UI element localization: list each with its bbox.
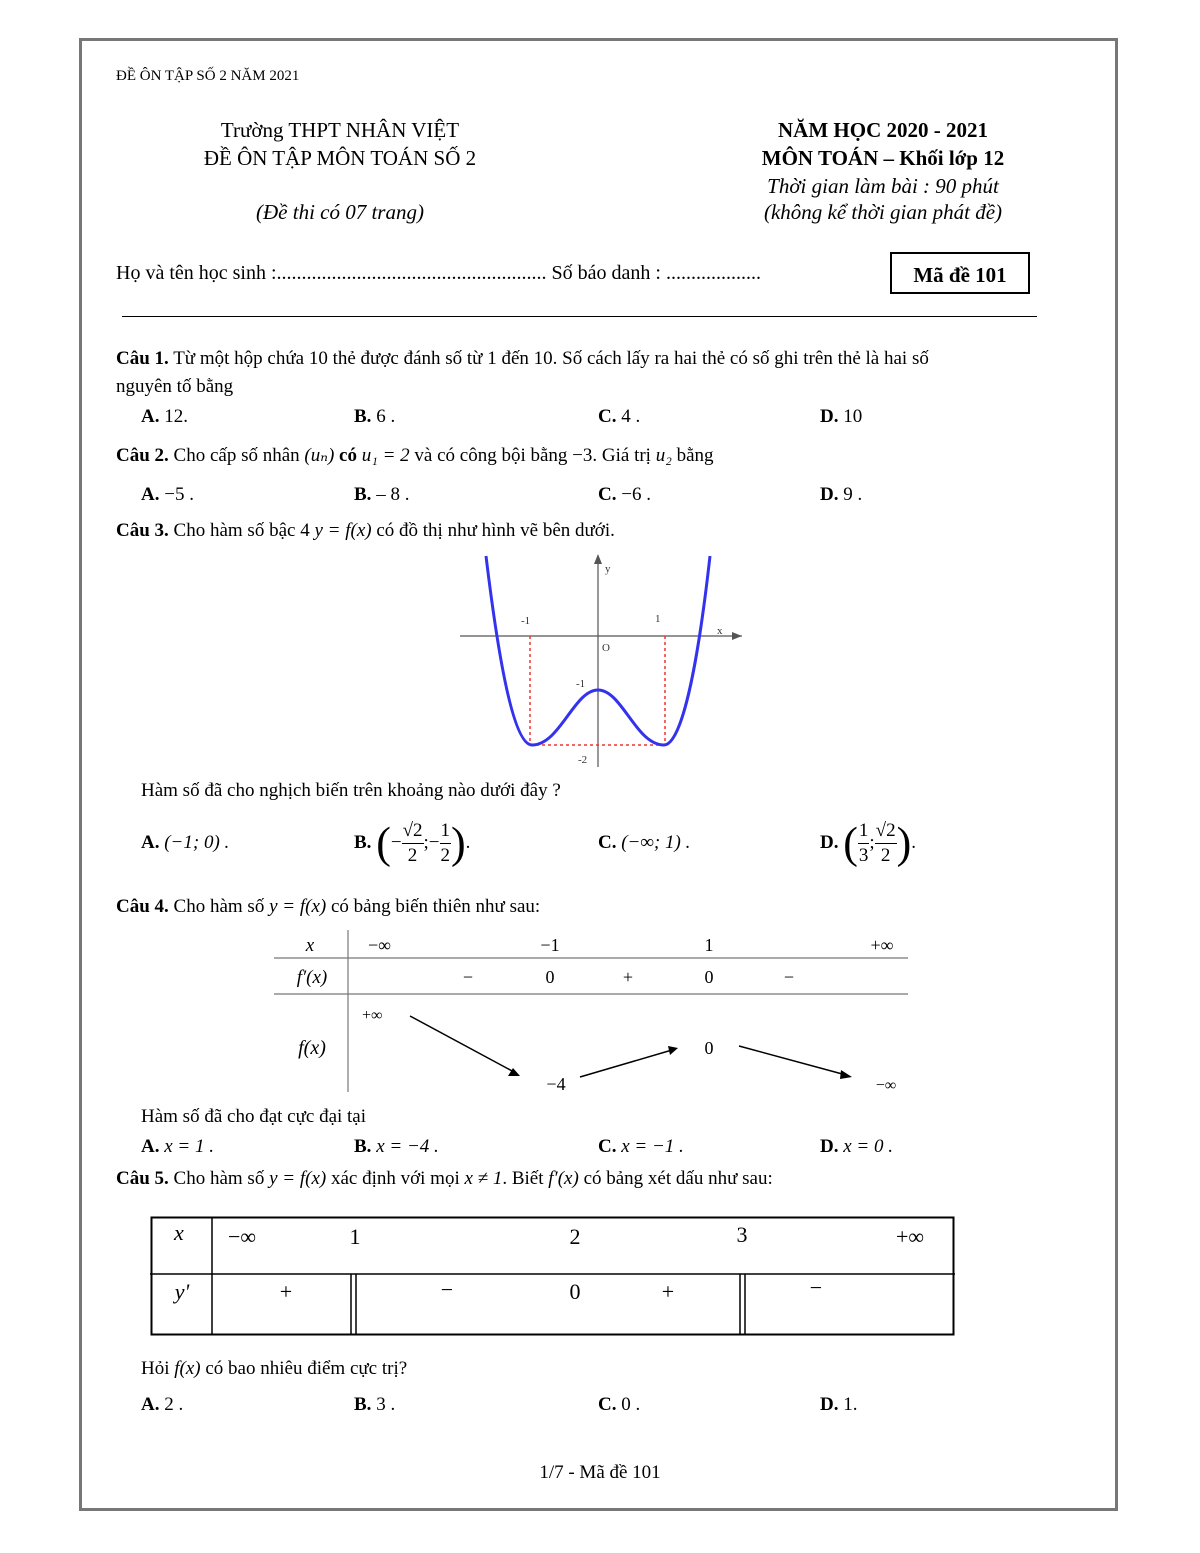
st-border — [152, 1218, 954, 1335]
graph-y-label: y — [605, 563, 611, 575]
st-yp-header: y' — [174, 1279, 190, 1304]
st-sign-0: + — [279, 1279, 293, 1304]
vt-x-val-1: −1 — [540, 935, 560, 955]
q3-function-graph — [460, 552, 750, 772]
exam-code-box: Mã đề 101 — [890, 252, 1030, 294]
q4-text: Câu 4. Cho hàm số y = f(x) có bảng biến thiên như sau: — [116, 896, 541, 917]
graph-ym2-label: -2 — [578, 754, 588, 766]
q5-option-d[interactable]: D. 1. — [820, 1394, 858, 1415]
st-sign-4: − — [809, 1275, 823, 1300]
st-x-val-3: 3 — [736, 1222, 748, 1247]
vt-f-val-0: +∞ — [362, 1007, 383, 1024]
subject-grade: MÔN TOÁN – Khối lớp 12 — [761, 146, 1005, 170]
q1-option-d[interactable]: D. 10 — [820, 406, 863, 427]
school-name: Trường THPT NHÂN VIỆT — [220, 118, 460, 142]
duration: Thời gian làm bài : 90 phút — [767, 174, 999, 198]
q2-option-c[interactable]: C. −6 . — [598, 484, 651, 505]
q5-option-b[interactable]: B. 3 . — [354, 1394, 396, 1415]
q5-text: Câu 5. Cho hàm số y = f(x) xác định với mọi x ≠ 1. Biết f′(x) có bảng xét dấu như sau: — [116, 1168, 773, 1189]
q1-option-a[interactable]: A. 12. — [141, 406, 188, 427]
q4-variation-table — [274, 930, 910, 1096]
page-footer: 1/7 - Mã đề 101 — [539, 1462, 661, 1483]
st-x-val-4: +∞ — [895, 1224, 925, 1249]
st-sign-3: + — [661, 1279, 675, 1304]
graph-x-label: x — [717, 625, 723, 637]
vt-x-val-2: 1 — [704, 935, 714, 955]
graph-x-arrow — [732, 632, 742, 640]
q1-option-b[interactable]: B. 6 . — [354, 406, 396, 427]
vt-sign-4: − — [783, 967, 795, 987]
q5-option-a[interactable]: A. 2 . — [141, 1394, 184, 1415]
vt-sign-1: 0 — [545, 967, 555, 987]
q4-question: Hàm số đã cho đạt cực đại tại — [141, 1106, 367, 1127]
q3-option-c[interactable]: C. (−∞; 1) . — [598, 832, 691, 853]
st-sign-2: 0 — [569, 1279, 581, 1304]
q3-question: Hàm số đã cho nghịch biến trên khoảng nào dưới đây ? — [141, 780, 561, 801]
q4-option-b[interactable]: B. x = −4 . — [354, 1136, 439, 1157]
q2-option-b[interactable]: B. – 8 . — [354, 484, 410, 505]
vt-x-val-3: +∞ — [870, 935, 894, 955]
vt-fprime-header: f′(x) — [296, 967, 328, 988]
q1-text-line2: nguyên tố bằng — [116, 376, 234, 397]
q4-option-c[interactable]: C. x = −1 . — [598, 1136, 684, 1157]
vt-arrow-down-2 — [739, 1046, 846, 1075]
st-x-val-2: 2 — [569, 1224, 581, 1249]
vt-sign-0: − — [462, 967, 474, 987]
st-x-header: x — [174, 1220, 184, 1245]
graph-x1-label: 1 — [655, 613, 661, 625]
vt-arrowhead-2 — [668, 1046, 678, 1055]
q3-option-d[interactable]: D. ( $\frac{1}{3}$ ; $\frac{√2}{2}$ ). — [820, 818, 917, 868]
q3-option-a[interactable]: A. (−1; 0) . — [141, 832, 230, 853]
q3-text: Câu 3. Cho hàm số bậc 4 y = f(x) có đồ thị như hình vẽ bên dưới. — [116, 520, 615, 541]
duration-note: (không kể thời gian phát đề) — [763, 200, 1003, 224]
q1-text-line1: Câu 1. Từ một hộp chứa 10 thẻ được đánh số từ 1 đến 10. Số cách lấy ra hai thẻ có số ghi trên thẻ là hai số — [116, 348, 929, 369]
graph-origin-label: O — [602, 642, 610, 654]
st-x-val-1: 1 — [349, 1224, 361, 1249]
vt-arrowhead-3 — [840, 1070, 852, 1079]
q1-option-c[interactable]: C. 4 . — [598, 406, 641, 427]
vt-f-val-1: −4 — [546, 1074, 566, 1094]
q2-option-d[interactable]: D. 9 . — [820, 484, 863, 505]
graph-y-arrow — [594, 554, 602, 564]
q2-option-a[interactable]: A. −5 . — [141, 484, 194, 505]
exam-title: ĐỀ ÔN TẬP MÔN TOÁN SỐ 2 — [203, 146, 477, 170]
vt-x-val-0: −∞ — [368, 935, 391, 955]
vt-x-header: x — [305, 935, 315, 956]
vt-f-header: f(x) — [298, 1037, 326, 1059]
school-year: NĂM HỌC 2020 - 2021 — [778, 118, 988, 142]
st-x-val-0: −∞ — [228, 1224, 257, 1249]
q4-option-a[interactable]: A. x = 1 . — [141, 1136, 214, 1157]
vt-arrow-up — [580, 1050, 672, 1077]
q5-option-c[interactable]: C. 0 . — [598, 1394, 641, 1415]
graph-xm1-label: -1 — [521, 615, 531, 627]
header-divider — [122, 316, 1037, 317]
vt-sign-3: 0 — [704, 967, 714, 987]
pages-note: (Đề thi có 07 trang) — [256, 200, 424, 224]
graph-ym1-label: -1 — [576, 678, 586, 690]
q5-question: Hỏi f(x) có bao nhiêu điểm cực trị? — [141, 1358, 408, 1379]
vt-arrow-down-1 — [410, 1016, 514, 1072]
q2-text: Câu 2. Cho cấp số nhân (uₙ) có u₁ = 2 và có công bội bằng −3. Giá trị u₂ bằng — [116, 445, 714, 466]
top-left-title: ĐỀ ÔN TẬP SỐ 2 NĂM 2021 — [116, 68, 300, 84]
student-info-line: Họ và tên học sinh :...................................................... Số báo danh : ................... — [116, 262, 761, 284]
q3-option-b[interactable]: B. (− $\frac{√2}{2}$ ;− $\frac{1}{2}$ ). — [354, 818, 471, 868]
q4-option-d[interactable]: D. x = 0 . — [820, 1136, 893, 1157]
vt-sign-2: + — [622, 967, 634, 987]
q5-sign-table — [150, 1216, 956, 1338]
vt-f-val-2: 0 — [704, 1038, 714, 1058]
vt-f-val-3: −∞ — [875, 1077, 897, 1094]
st-sign-1: − — [440, 1277, 454, 1302]
